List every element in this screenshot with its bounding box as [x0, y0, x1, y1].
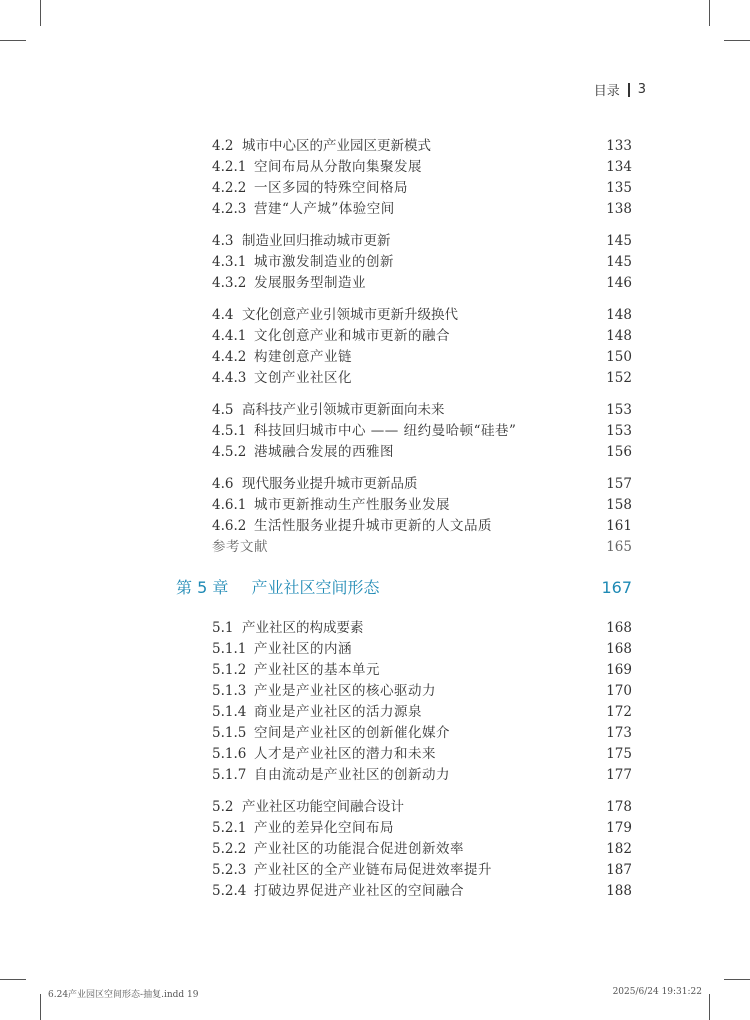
toc-subsection-entry[interactable] — [212, 178, 632, 199]
toc-subsection-entry[interactable] — [212, 157, 632, 178]
toc-references[interactable]: 参考文献 165 — [212, 539, 632, 555]
toc-section-entry[interactable] — [212, 231, 632, 252]
toc-page: 138 — [606, 201, 632, 217]
toc-subsection-entry[interactable] — [212, 495, 632, 516]
toc-page: 153 — [606, 423, 632, 439]
toc-section-entry[interactable] — [212, 618, 632, 639]
toc-title: 产业社区的内涵 — [254, 641, 352, 657]
toc-spacer — [212, 463, 632, 474]
toc-page: 134 — [606, 159, 632, 175]
toc-page: 178 — [606, 799, 632, 815]
toc-number: 4.6.2 — [212, 518, 247, 534]
toc-page: 175 — [606, 746, 632, 762]
toc-page: 187 — [606, 862, 632, 878]
toc-number: 4.3.1 — [212, 254, 247, 270]
header-divider — [628, 83, 630, 97]
toc-part-chapter-5 — [212, 618, 632, 902]
toc-number: 4.4.2 — [212, 349, 247, 365]
chapter-label: 第 5 章 — [176, 578, 229, 597]
toc-part-chapter-4 — [212, 136, 632, 537]
toc-title: 打破边界促进产业社区的空间融合 — [254, 883, 464, 899]
toc-subsection-entry[interactable] — [212, 660, 632, 681]
toc-page: 168 — [606, 620, 632, 636]
header-page-number: 3 — [637, 82, 646, 97]
toc-number: 4.2.1 — [212, 159, 247, 175]
toc-section-entry[interactable] — [212, 136, 632, 157]
toc-page: 179 — [606, 820, 632, 836]
toc-page: 145 — [606, 254, 632, 270]
toc-title: 城市中心区的产业园区更新模式 — [242, 138, 431, 154]
toc-spacer — [212, 220, 632, 231]
crop-mark — [724, 40, 750, 41]
toc-number: 4.5.1 — [212, 423, 247, 439]
page-header — [594, 80, 646, 99]
toc-title: 城市激发制造业的创新 — [254, 254, 394, 270]
table-of-contents — [176, 136, 632, 902]
toc-title: 产业社区的基本单元 — [254, 662, 380, 678]
toc-title: 空间布局从分散向集聚发展 — [254, 159, 422, 175]
toc-title: 产业的差异化空间布局 — [254, 820, 394, 836]
toc-subsection-entry[interactable] — [212, 765, 632, 786]
toc-number: 4.3.2 — [212, 275, 247, 291]
toc-subsection-entry[interactable] — [212, 421, 632, 442]
toc-title: 人才是产业社区的潜力和未来 — [254, 746, 436, 762]
toc-subsection-entry[interactable] — [212, 252, 632, 273]
crop-mark — [709, 994, 710, 1020]
toc-number: 4.3 — [212, 233, 234, 249]
print-slug-timestamp: 2025/6/24 19:31:22 — [612, 987, 702, 997]
toc-section-entry[interactable] — [212, 305, 632, 326]
toc-page: 169 — [606, 662, 632, 678]
toc-subsection-entry[interactable] — [212, 273, 632, 294]
toc-number: 5.2 — [212, 799, 234, 815]
toc-title: 营建“人产城”体验空间 — [254, 201, 395, 217]
toc-section-entry[interactable] — [212, 474, 632, 495]
toc-page: 177 — [606, 767, 632, 783]
toc-number: 4.5.2 — [212, 444, 247, 460]
toc-number: 5.1.3 — [212, 683, 247, 699]
toc-number: 5.2.1 — [212, 820, 247, 836]
toc-number: 5.1.1 — [212, 641, 247, 657]
toc-title: 自由流动是产业社区的创新动力 — [254, 767, 450, 783]
toc-title: 科技回归城市中心 —— 纽约曼哈顿“硅巷” — [254, 423, 517, 439]
toc-number: 5.1.5 — [212, 725, 247, 741]
chapter-title: 产业社区空间形态 — [251, 578, 380, 597]
toc-page: 135 — [606, 180, 632, 196]
toc-title: 港城融合发展的西雅图 — [254, 444, 394, 460]
toc-spacer — [212, 786, 632, 797]
toc-subsection-entry[interactable] — [212, 881, 632, 902]
crop-mark — [40, 0, 41, 26]
toc-number: 5.2.4 — [212, 883, 247, 899]
toc-page: 173 — [606, 725, 632, 741]
toc-page: 158 — [606, 497, 632, 513]
toc-subsection-entry[interactable] — [212, 723, 632, 744]
toc-number: 4.4.1 — [212, 328, 247, 344]
toc-number: 4.2.2 — [212, 180, 247, 196]
toc-title: 城市更新推动生产性服务业发展 — [254, 497, 450, 513]
toc-title: 产业社区的全产业链布局促进效率提升 — [254, 862, 492, 878]
toc-page: 150 — [606, 349, 632, 365]
toc-title: 一区多园的特殊空间格局 — [254, 180, 408, 196]
toc-page: 153 — [606, 402, 632, 418]
toc-number: 4.4.3 — [212, 370, 247, 386]
toc-page: 182 — [606, 841, 632, 857]
toc-spacer — [212, 389, 632, 400]
toc-title: 文化创意产业和城市更新的融合 — [254, 328, 450, 344]
toc-page: 170 — [606, 683, 632, 699]
chapter-page: 167 — [601, 578, 632, 597]
toc-number: 5.1.6 — [212, 746, 247, 762]
crop-mark — [709, 0, 710, 26]
crop-mark — [0, 979, 26, 980]
toc-page: 156 — [606, 444, 632, 460]
toc-title: 产业社区的构成要素 — [242, 620, 364, 636]
toc-subsection-entry[interactable] — [212, 639, 632, 660]
toc-number: 5.1.4 — [212, 704, 247, 720]
toc-page: 161 — [606, 518, 632, 534]
toc-number: 4.5 — [212, 402, 234, 418]
toc-number: 4.2.3 — [212, 201, 247, 217]
toc-section-entry[interactable] — [212, 400, 632, 421]
toc-page: 172 — [606, 704, 632, 720]
print-slug-file: 6.24产业园区空间形态-抽复.indd 19 — [48, 990, 199, 1000]
toc-page: 157 — [606, 476, 632, 492]
toc-page: 148 — [606, 307, 632, 323]
toc-subsection-entry[interactable] — [212, 839, 632, 860]
toc-number: 4.6 — [212, 476, 234, 492]
toc-page: 188 — [606, 883, 632, 899]
toc-subsection-entry[interactable] — [212, 347, 632, 368]
toc-title: 空间是产业社区的创新催化媒介 — [254, 725, 450, 741]
toc-title: 产业社区功能空间融合设计 — [242, 799, 404, 815]
toc-number: 4.2 — [212, 138, 234, 154]
toc-chapter-heading[interactable] — [176, 570, 632, 606]
toc-subsection-entry[interactable] — [212, 818, 632, 839]
toc-page: 133 — [606, 138, 632, 154]
toc-subsection-entry[interactable] — [212, 326, 632, 347]
toc-title: 高科技产业引领城市更新面向未来 — [242, 402, 445, 418]
toc-page: 145 — [606, 233, 632, 249]
crop-mark — [724, 979, 750, 980]
toc-page: 148 — [606, 328, 632, 344]
toc-number: 5.2.3 — [212, 862, 247, 878]
toc-number: 5.1.2 — [212, 662, 247, 678]
toc-subsection-entry[interactable] — [212, 744, 632, 765]
toc-subsection-entry[interactable] — [212, 199, 632, 220]
toc-section-entry[interactable] — [212, 797, 632, 818]
toc-number: 5.1 — [212, 620, 234, 636]
toc-title: 发展服务型制造业 — [254, 275, 366, 291]
toc-number: 4.6.1 — [212, 497, 247, 513]
toc-subsection-entry[interactable] — [212, 516, 632, 537]
toc-subsection-entry[interactable] — [212, 681, 632, 702]
toc-title: 产业社区的功能混合促进创新效率 — [254, 841, 464, 857]
toc-subsection-entry[interactable] — [212, 860, 632, 881]
toc-subsection-entry[interactable] — [212, 702, 632, 723]
crop-mark — [0, 40, 26, 41]
toc-page: 146 — [606, 275, 632, 291]
toc-title: 制造业回归推动城市更新 — [242, 233, 391, 249]
toc-page: 152 — [606, 370, 632, 386]
toc-title: 文创产业社区化 — [254, 370, 352, 386]
toc-spacer — [212, 294, 632, 305]
toc-title: 生活性服务业提升城市更新的人文品质 — [254, 518, 492, 534]
header-section: 目录 — [593, 84, 620, 99]
toc-title: 商业是产业社区的活力源泉 — [254, 704, 422, 720]
toc-title: 文化创意产业引领城市更新升级换代 — [242, 307, 458, 323]
toc-title: 现代服务业提升城市更新品质 — [242, 476, 418, 492]
toc-title: 构建创意产业链 — [254, 349, 352, 365]
toc-title: 产业是产业社区的核心驱动力 — [254, 683, 436, 699]
crop-mark — [40, 994, 41, 1020]
toc-page: 168 — [606, 641, 632, 657]
toc-number: 4.4 — [212, 307, 234, 323]
toc-number: 5.1.7 — [212, 767, 247, 783]
toc-number: 5.2.2 — [212, 841, 247, 857]
toc-subsection-entry[interactable] — [212, 368, 632, 389]
toc-subsection-entry[interactable] — [212, 442, 632, 463]
